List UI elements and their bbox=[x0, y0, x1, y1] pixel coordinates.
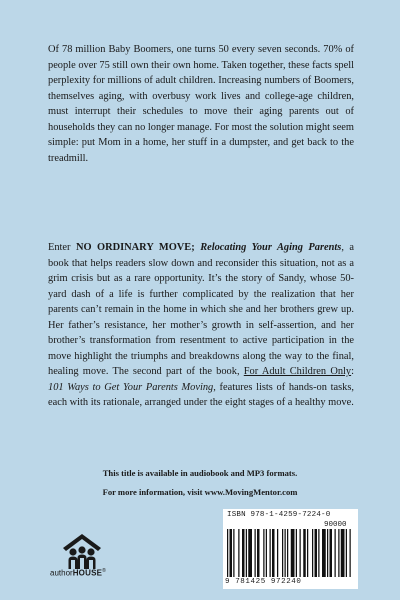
part-two-colon: : bbox=[351, 366, 355, 377]
barcode-bar bbox=[285, 529, 286, 577]
barcode-bar bbox=[266, 529, 267, 577]
barcode-bar bbox=[296, 529, 297, 577]
barcode-bar bbox=[327, 529, 328, 577]
barcode-bar bbox=[272, 529, 275, 577]
barcode-digits: 9 781425 972240 bbox=[225, 578, 302, 586]
barcode-bar bbox=[318, 529, 319, 577]
isbn-barcode bbox=[223, 509, 358, 589]
description-paragraph-1 bbox=[48, 42, 354, 166]
publisher-name bbox=[50, 568, 130, 578]
barcode-bar bbox=[248, 529, 252, 577]
paragraph-2-intro: Enter bbox=[48, 242, 76, 253]
barcode-bar bbox=[270, 529, 271, 577]
description-paragraph-2 bbox=[48, 240, 354, 411]
barcode-bar bbox=[350, 529, 351, 577]
barcode-bar bbox=[291, 529, 295, 577]
barcode-bar bbox=[303, 529, 306, 577]
barcode-bar bbox=[263, 529, 264, 577]
barcode-bar bbox=[230, 529, 233, 577]
barcode-bar bbox=[312, 529, 313, 577]
barcode-bar bbox=[335, 529, 336, 577]
publisher-name-bold: HOUSE bbox=[72, 568, 103, 578]
barcode-bar bbox=[257, 529, 260, 577]
publisher-name-light: author bbox=[50, 568, 73, 578]
barcode-bar bbox=[315, 529, 318, 577]
barcode-bar bbox=[322, 529, 326, 577]
barcode-bar bbox=[287, 529, 288, 577]
barcode-bar bbox=[238, 529, 239, 577]
book-title: NO ORDINARY MOVE; bbox=[75, 242, 195, 253]
paragraph-1-text: Of 78 million Baby Boomers, one turns 50 every seven seconds. 70% of people over 75 still own their own home. Taken together, these facts spell perplexity for millions of adult children. Increasing numbers of Boomers, themselves aging, with overbusy work lives and college-age children, must interrupt their schedules to move their aging parents out of households they can no longer manage. For most the solution might seem simple: put Mom in a home, her stuff in a dumpster, and get back to the treadmill. bbox=[48, 44, 354, 164]
availability-note: This title is available in audiobook and MP3 formats. bbox=[102, 468, 298, 478]
paragraph-2-body-1: , a book that helps readers slow down and reconsider this situation, not as a grim crisis but as a rare opportunity. It’s the story of Sandy, whose 50-yard dash of a life is further complicated by the realization that her parents can’t remain in the home in which she and her brothers grew up. Her father’s resistance, her mother’s growth in self-assertion, and her brother’s transformation from resentment to active participation in the move highlight the triumphs and breakdowns along the way to the final, healing move. The second part of the book, bbox=[48, 242, 354, 377]
isbn-label: ISBN 978-1-4259-7224-0 bbox=[227, 511, 331, 519]
barcode-bar bbox=[300, 529, 301, 577]
barcode-bar bbox=[307, 529, 308, 577]
paragraph-2-body-2: , features lists of hands-on tasks, each with its rationale, arranged under the eight stages of a healthy move. bbox=[48, 381, 355, 408]
part-two-subtitle: 101 Ways to Get Your Parents Moving bbox=[48, 381, 214, 393]
barcode-bar bbox=[330, 529, 333, 577]
barcode-bars bbox=[227, 529, 354, 577]
price-code: 90000 bbox=[324, 521, 347, 529]
barcode-bar bbox=[338, 529, 339, 577]
barcode-bar bbox=[255, 529, 256, 577]
publisher-logo bbox=[46, 532, 126, 582]
book-subtitle: Relocating Your Aging Parents bbox=[200, 242, 342, 253]
barcode-bar bbox=[341, 529, 345, 577]
barcode-bar bbox=[242, 529, 245, 577]
barcode-bar bbox=[227, 529, 228, 577]
publisher-trademark: ® bbox=[102, 568, 106, 574]
barcode-bar bbox=[346, 529, 347, 577]
barcode-bar bbox=[282, 529, 283, 577]
more-info-note: For more information, visit www.MovingMentor.com bbox=[102, 487, 298, 497]
barcode-bar bbox=[246, 529, 247, 577]
barcode-bar bbox=[233, 529, 234, 577]
barcode-bar bbox=[277, 529, 278, 577]
part-two-title: For Adult Children Only bbox=[243, 366, 352, 377]
